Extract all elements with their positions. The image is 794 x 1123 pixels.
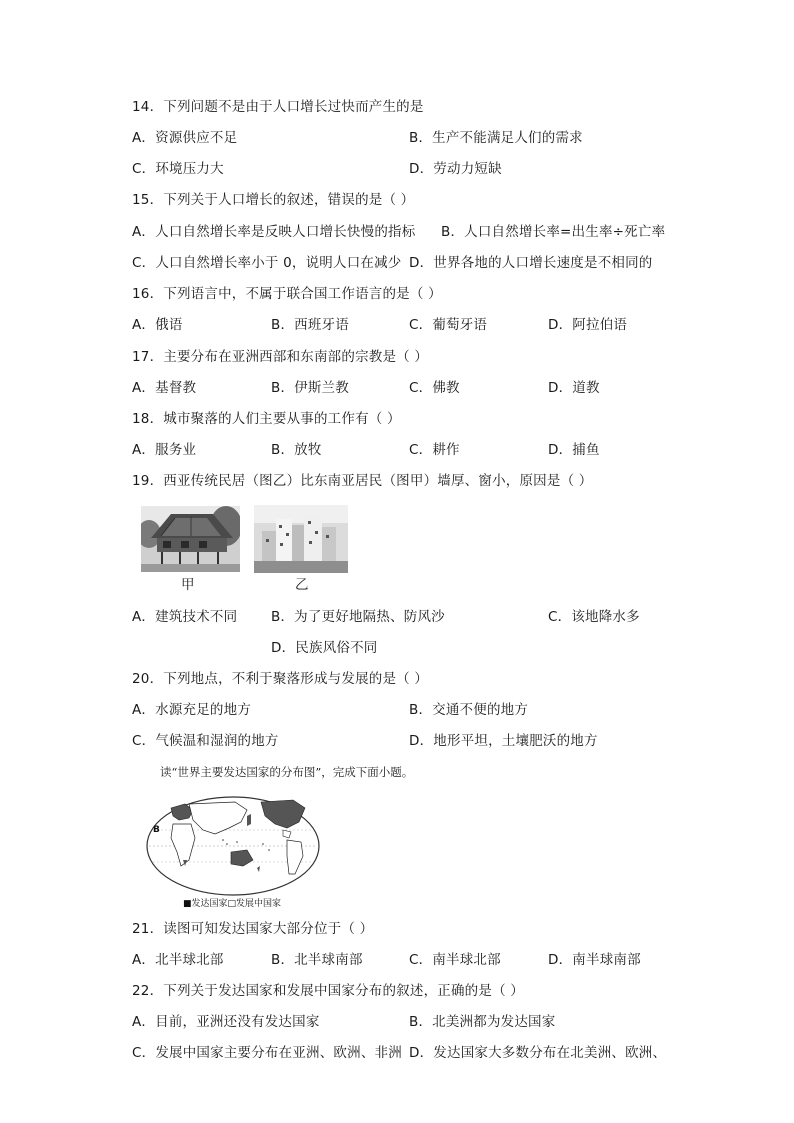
q16-option-c: C．葡萄牙语	[409, 317, 488, 333]
q21-option-b: B．北半球南部	[271, 952, 363, 968]
q20-option-b: B．交通不便的地方	[409, 702, 529, 718]
q19-option-b: B．为了更好地隔热、防风沙	[271, 609, 445, 625]
q17-option-d: D．道教	[548, 380, 600, 396]
q18-option-a: A．服务业	[132, 442, 197, 458]
question-21-stem: 21．读图可知发达国家大部分位于（ ）	[132, 921, 374, 937]
map-legend: ■发达国家□发展中国家	[183, 899, 282, 909]
q15-option-c: C．人口自然增长率小于 0，说明人口在减少	[132, 255, 402, 271]
q16-option-d: D．阿拉伯语	[548, 317, 628, 333]
q21-option-c: C．南半球北部	[409, 952, 501, 968]
q14-option-c: C．环境压力大	[132, 161, 224, 177]
q20-option-c: C．气候温和湿润的地方	[132, 733, 279, 749]
q22-option-c: C．发展中国家主要分布在亚洲、欧洲、非洲	[132, 1045, 402, 1061]
q22-option-d: D．发达国家大多数分布在北美洲、欧洲、	[409, 1045, 667, 1061]
q15-option-d: D．世界各地的人口增长速度是不相同的	[409, 255, 653, 271]
question-20-stem: 20．下列地点，不利于聚落形成与发展的是（ ）	[132, 671, 429, 687]
q20-option-a: A．水源充足的地方	[132, 702, 252, 718]
q17-option-a: A．基督教	[132, 380, 197, 396]
q14-option-a: A．资源供应不足	[132, 130, 238, 146]
question-22-stem: 22．下列关于发达国家和发展中国家分布的叙述，正确的是（ ）	[132, 983, 524, 999]
q18-option-c: C．耕作	[409, 442, 460, 458]
question-18-stem: 18．城市聚落的人们主要从事的工作有（ ）	[132, 411, 401, 427]
q17-option-c: C．佛教	[409, 380, 460, 396]
q19-option-c: C．该地降水多	[548, 609, 640, 625]
q22-option-a: A．目前，亚洲还没有发达国家	[132, 1014, 320, 1030]
figure-label-yi: 乙	[295, 577, 309, 593]
question-14-stem: 14．下列问题不是由于人口增长过快而产生的是	[132, 99, 424, 115]
photo-southeast-asian-stilt-house	[141, 506, 240, 572]
question-16-stem: 16．下列语言中，不属于联合国工作语言的是（ ）	[132, 286, 442, 302]
q19-option-d: D．民族风俗不同	[271, 640, 378, 656]
q22-option-b: B．北美洲都为发达国家	[409, 1014, 556, 1030]
world-developed-countries-map	[143, 794, 323, 910]
q17-option-b: B．伊斯兰教	[271, 380, 349, 396]
q14-option-b: B．生产不能满足人们的需求	[409, 130, 583, 146]
q21-option-d: D．南半球南部	[548, 952, 641, 968]
q18-option-d: D．捕鱼	[548, 442, 600, 458]
q16-option-b: B．西班牙语	[271, 317, 349, 333]
q18-option-b: B．放牧	[271, 442, 322, 458]
q16-option-a: A．俄语	[132, 317, 183, 333]
question-19-stem: 19．西亚传统民居（图乙）比东南亚居民（图甲）墙厚、窗小，原因是（ ）	[132, 473, 593, 489]
map-marker-b: B	[153, 825, 160, 835]
question-17-stem: 17．主要分布在亚洲西部和东南部的宗教是（ ）	[132, 349, 429, 365]
q15-option-b: B．人口自然增长率=出生率÷死亡率	[441, 224, 666, 240]
q19-option-a: A．建筑技术不同	[132, 609, 238, 625]
q21-option-a: A．北半球北部	[132, 952, 224, 968]
q15-option-a: A．人口自然增长率是反映人口增长快慢的指标	[132, 224, 416, 240]
q20-option-d: D．地形平坦，土壤肥沃的地方	[409, 733, 598, 749]
map-instruction: 读“世界主要发达国家的分布图”，完成下面小题。	[160, 765, 414, 779]
figure-label-jia: 甲	[181, 577, 195, 593]
photo-west-asian-houses	[254, 505, 348, 573]
question-15-stem: 15．下列关于人口增长的叙述，错误的是（ ）	[132, 192, 415, 208]
q14-option-d: D．劳动力短缺	[409, 161, 502, 177]
